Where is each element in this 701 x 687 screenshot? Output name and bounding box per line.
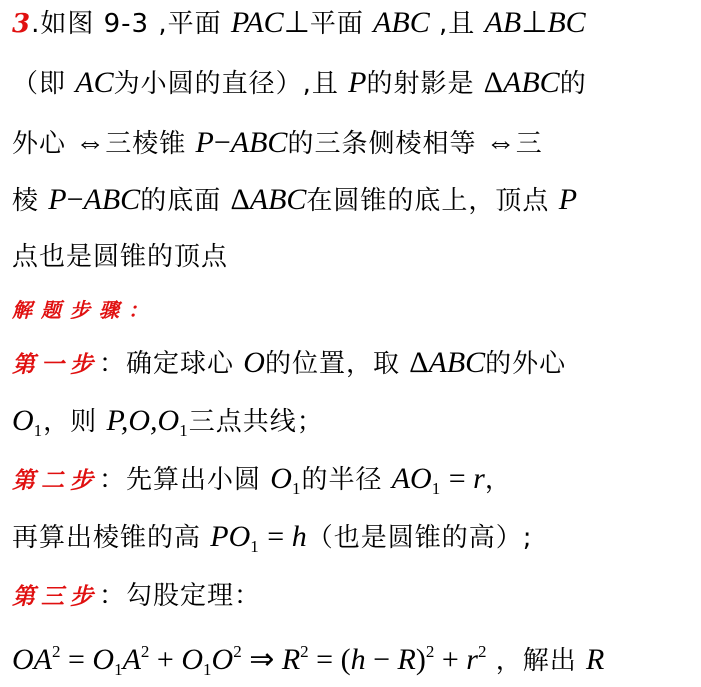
- step-2: [12, 462, 512, 506]
- math-r-small: r: [466, 643, 478, 676]
- math-h: h: [350, 643, 366, 676]
- text: 的三条侧棱相等: [287, 129, 486, 159]
- implies-symbol: ⇒: [241, 643, 282, 676]
- math-bc: BC: [547, 6, 586, 39]
- math-p: P: [558, 183, 578, 216]
- steps-heading: [12, 292, 157, 327]
- subscript: 1: [33, 421, 44, 440]
- text: 的: [559, 69, 587, 99]
- text: 三点共线；: [188, 407, 324, 437]
- step-1: [12, 346, 566, 382]
- superscript: 2: [300, 642, 309, 661]
- text-line-4: [12, 183, 577, 218]
- minus-symbol: −: [365, 643, 398, 676]
- equals-symbol: =: [441, 462, 474, 495]
- step-3-label: 第三步: [12, 583, 99, 610]
- math-oa: OA: [12, 643, 52, 676]
- math-abc: ABC: [428, 346, 486, 379]
- math-abc: ABC: [230, 126, 288, 159]
- equals-paren: = (: [308, 643, 351, 676]
- math-abc: ABC: [249, 183, 307, 216]
- math-p: P: [195, 126, 214, 159]
- subscript: 1: [250, 537, 260, 556]
- text: ,且: [429, 9, 485, 39]
- subscript: 1: [431, 479, 442, 498]
- iff-symbol: ⇔: [485, 126, 516, 159]
- perp-symbol: ⊥: [283, 6, 310, 39]
- text: ，: [484, 465, 512, 495]
- subscript: 1: [179, 421, 189, 440]
- text: 三: [515, 129, 543, 159]
- math-p: P: [348, 66, 367, 99]
- step-1-label: 第一步: [12, 351, 99, 378]
- math-p-o-o1: P,O,O: [106, 404, 180, 437]
- delta-symbol: Δ: [230, 183, 250, 216]
- text: 的底面: [140, 186, 231, 216]
- math-a: A: [122, 643, 141, 676]
- math-p: P: [48, 183, 67, 216]
- equals-symbol: =: [259, 520, 292, 553]
- math-o: O: [243, 346, 265, 379]
- math-o1: O: [12, 404, 34, 437]
- math-o: O: [211, 643, 234, 676]
- step-3: [12, 579, 261, 614]
- math-ao1: AO: [391, 462, 432, 495]
- plus-symbol: +: [149, 643, 182, 676]
- text: 的外心: [485, 349, 567, 379]
- math-abc: ABC: [503, 66, 560, 99]
- text: 外心: [12, 129, 76, 159]
- step-1-cont: [12, 404, 324, 448]
- math-r: R: [281, 643, 301, 676]
- delta-symbol: Δ: [483, 66, 504, 99]
- step-2-label: 第二步: [12, 467, 99, 494]
- math-po1: PO: [210, 520, 251, 553]
- math-o1: O: [181, 643, 204, 676]
- superscript: 2: [477, 642, 487, 661]
- text-line-1: [12, 6, 586, 41]
- delta-symbol: Δ: [409, 346, 429, 379]
- text: ：确定球心: [99, 349, 244, 379]
- math-r: R: [397, 643, 416, 676]
- superscript: 2: [140, 642, 150, 661]
- equals-symbol: =: [60, 643, 93, 676]
- math-r: R: [585, 643, 605, 676]
- text: （也是圆锥的高）;: [306, 523, 533, 553]
- text: 的半径: [301, 465, 392, 495]
- math-ac: AC: [75, 66, 114, 99]
- text: 为小圆的直径）,且: [113, 69, 349, 99]
- text: 三棱锥: [105, 129, 196, 159]
- subscript: 1: [114, 660, 123, 679]
- perp-symbol: ⊥: [521, 6, 548, 39]
- text: ，解出: [486, 646, 586, 676]
- close-paren: ): [415, 643, 426, 676]
- math-ab: AB: [484, 6, 522, 39]
- math-abc: ABC: [373, 6, 430, 39]
- step-2-cont: [12, 520, 532, 564]
- plus-symbol: +: [434, 643, 467, 676]
- text: 在圆锥的底上，顶点: [306, 186, 559, 216]
- equation-line: [12, 635, 604, 687]
- text: 再算出棱锥的高: [12, 523, 211, 553]
- iff-symbol: ⇔: [75, 126, 106, 159]
- text: ：先算出小圆: [99, 465, 271, 495]
- text: 棱: [12, 186, 49, 216]
- superscript: 2: [52, 642, 61, 661]
- minus-symbol: −: [213, 126, 231, 159]
- superscript: 2: [425, 642, 435, 661]
- text-line-5: [12, 240, 228, 274]
- text: ，则: [43, 407, 107, 437]
- text: 点也是圆锥的顶点: [12, 242, 229, 272]
- math-pac: PAC: [230, 6, 284, 39]
- text: 的位置，取: [264, 349, 410, 379]
- math-r: r: [473, 462, 485, 495]
- steps-heading-label: 解题步骤：: [12, 298, 157, 322]
- text: ：勾股定理：: [99, 581, 262, 611]
- math-o1: O: [270, 462, 292, 495]
- text-line-2: [12, 66, 587, 101]
- text: （即: [12, 69, 76, 99]
- subscript: 1: [203, 660, 212, 679]
- text: 平面: [309, 9, 374, 39]
- text: 的射影是: [366, 69, 484, 99]
- superscript: 2: [233, 642, 242, 661]
- subscript: 1: [291, 479, 302, 498]
- math-o1: O: [92, 643, 115, 676]
- item-number: 3: [12, 9, 32, 39]
- minus-symbol: −: [66, 183, 84, 216]
- math-h: h: [291, 520, 307, 553]
- text-line-3: [12, 126, 543, 161]
- text: .如图 9-3 ,平面: [31, 9, 231, 39]
- math-abc: ABC: [83, 183, 141, 216]
